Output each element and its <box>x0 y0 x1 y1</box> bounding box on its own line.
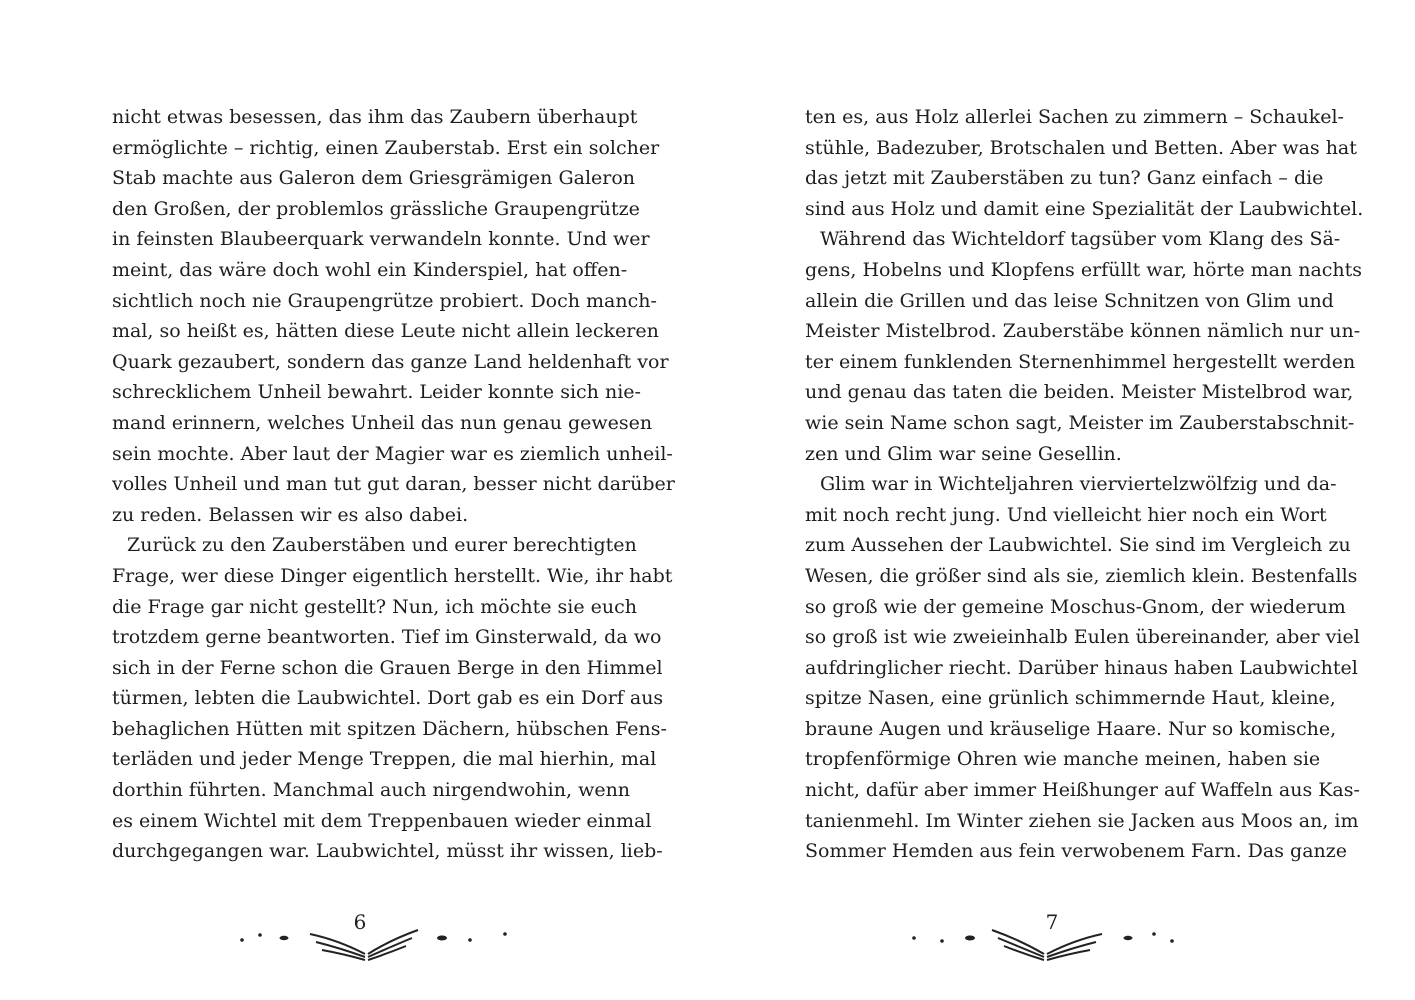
text-line: Sommer Hemden aus fein verwobenem Farn. Das ganze <box>805 840 1348 863</box>
text-line: ter einem funklenden Sternenhimmel hergestellt werden <box>805 350 1356 373</box>
text-line: schrecklichem Unheil bewahrt. Leider konnte sich nie- <box>112 381 641 404</box>
text-line: nicht etwas besessen, das ihm das Zaubern überhaupt <box>112 106 638 128</box>
text-line: so groß ist wie zweieinhalb Eulen übereinander, aber viel <box>805 626 1360 649</box>
text-line: das jetzt mit Zauberstäben zu tun? Ganz einfach – die <box>805 167 1324 190</box>
text-line: aufdringlicher riecht. Darüber hinaus haben Laubwichtel <box>805 656 1358 679</box>
text-line: braune Augen und kräuselige Haare. Nur so komische, <box>805 717 1337 740</box>
text-line: Zurück zu den Zauberstäben und eurer berechtigten <box>127 534 637 557</box>
left-page-footer <box>230 910 530 970</box>
text-line: sichtlich noch nie Graupengrütze probiert. Doch manch- <box>112 289 657 312</box>
text-line: mand erinnern, welches Unheil das nun genau gewesen <box>112 411 653 434</box>
text-line: sein mochte. Aber laut der Magier war es ziemlich unheil- <box>112 442 673 465</box>
text-line: sich in der Ferne schon die Grauen Berge in den Himmel <box>112 656 663 679</box>
text-line: ermöglichte – richtig, einen Zauberstab. Erst ein solcher <box>112 136 660 159</box>
text-line: so groß wie der gemeine Moschus-Gnom, der wiederum <box>805 595 1346 618</box>
text-line: Wesen, die größer sind als sie, ziemlich klein. Bestenfalls <box>805 564 1358 587</box>
text-line: terläden und jeder Menge Treppen, die mal hierhin, mal <box>112 748 657 771</box>
text-line: stühle, Badezuber, Brotschalen und Betten. Aber was hat <box>805 136 1357 159</box>
flourish-ornament-icon <box>902 910 1202 970</box>
text-line: und genau das taten die beiden. Meister Mistelbrod war, <box>805 381 1354 404</box>
text-line: Frage, wer diese Dinger eigentlich herstellt. Wie, ihr habt <box>112 564 673 587</box>
left-page <box>0 0 707 1000</box>
text-line: Glim war in Wichteljahren vierviertelzwölfzig und da- <box>820 473 1337 496</box>
text-line: mal, so heißt es, hätten diese Leute nicht allein leckeren <box>112 320 659 343</box>
right-page-footer <box>902 910 1202 970</box>
text-line: türmen, lebten die Laubwichtel. Dort gab es ein Dorf aus <box>112 687 664 710</box>
text-line: Während das Wichteldorf tagsüber vom Klang des Sä- <box>820 228 1341 251</box>
text-line: trotzdem gerne beantworten. Tief im Ginsterwald, da wo <box>112 626 662 649</box>
text-line: volles Unheil und man tut gut daran, besser nicht darüber <box>112 473 675 496</box>
text-line: durchgegangen war. Laubwichtel, müsst ihr wissen, lieb- <box>112 840 663 863</box>
text-line: tanienmehl. Im Winter ziehen sie Jacken aus Moos an, im <box>805 809 1359 832</box>
page-number: 6 <box>353 910 367 934</box>
text-line: Quark gezaubert, sondern das ganze Land heldenhaft vor <box>112 350 669 373</box>
text-line: sind aus Holz und damit eine Spezialität der Laubwichtel. <box>805 197 1364 220</box>
page-number: 7 <box>1045 910 1059 934</box>
flourish-ornament-icon <box>230 910 530 970</box>
text-line: meint, das wäre doch wohl ein Kinderspiel, hat offen- <box>112 258 628 281</box>
text-line: Stab machte aus Galeron dem Griesgrämigen Galeron <box>112 167 636 190</box>
text-line: dorthin führten. Manchmal auch nirgendwohin, wenn <box>112 779 631 802</box>
text-line: den Großen, der problemlos grässliche Graupengrütze <box>112 197 640 220</box>
text-line: es einem Wichtel mit dem Treppenbauen wieder einmal <box>112 809 652 832</box>
text-line: zen und Glim war seine Gesellin. <box>805 442 1122 465</box>
text-line: wie sein Name schon sagt, Meister im Zauberstabschnit- <box>805 411 1355 434</box>
text-line: in feinsten Blaubeerquark verwandeln konnte. Und wer <box>112 228 650 251</box>
text-line: mit noch recht jung. Und vielleicht hier noch ein Wort <box>805 503 1327 526</box>
text-line: behaglichen Hütten mit spitzen Dächern, hübschen Fens- <box>112 717 667 740</box>
text-line: nicht, dafür aber immer Heißhunger auf Waffeln aus Kas- <box>805 779 1360 802</box>
right-page-text <box>805 102 1364 867</box>
text-line: spitze Nasen, eine grünlich schimmernde Haut, kleine, <box>805 687 1336 710</box>
text-line: tropfenförmige Ohren wie manche meinen, haben sie <box>805 748 1321 771</box>
text-line: allein die Grillen und das leise Schnitzen von Glim und <box>805 289 1334 312</box>
text-line: zum Aussehen der Laubwichtel. Sie sind im Vergleich zu <box>805 534 1351 557</box>
text-line: Meister Mistelbrod. Zauberstäbe können nämlich nur un- <box>805 320 1361 343</box>
text-line: die Frage gar nicht gestellt? Nun, ich möchte sie euch <box>112 595 637 618</box>
left-page-text <box>112 102 675 867</box>
right-page <box>707 0 1415 1000</box>
text-line: ten es, aus Holz allerlei Sachen zu zimmern – Schaukel- <box>805 106 1344 128</box>
text-line: zu reden. Belassen wir es also dabei. <box>112 503 469 526</box>
text-line: gens, Hobelns und Klopfens erfüllt war, hörte man nachts <box>805 258 1363 281</box>
